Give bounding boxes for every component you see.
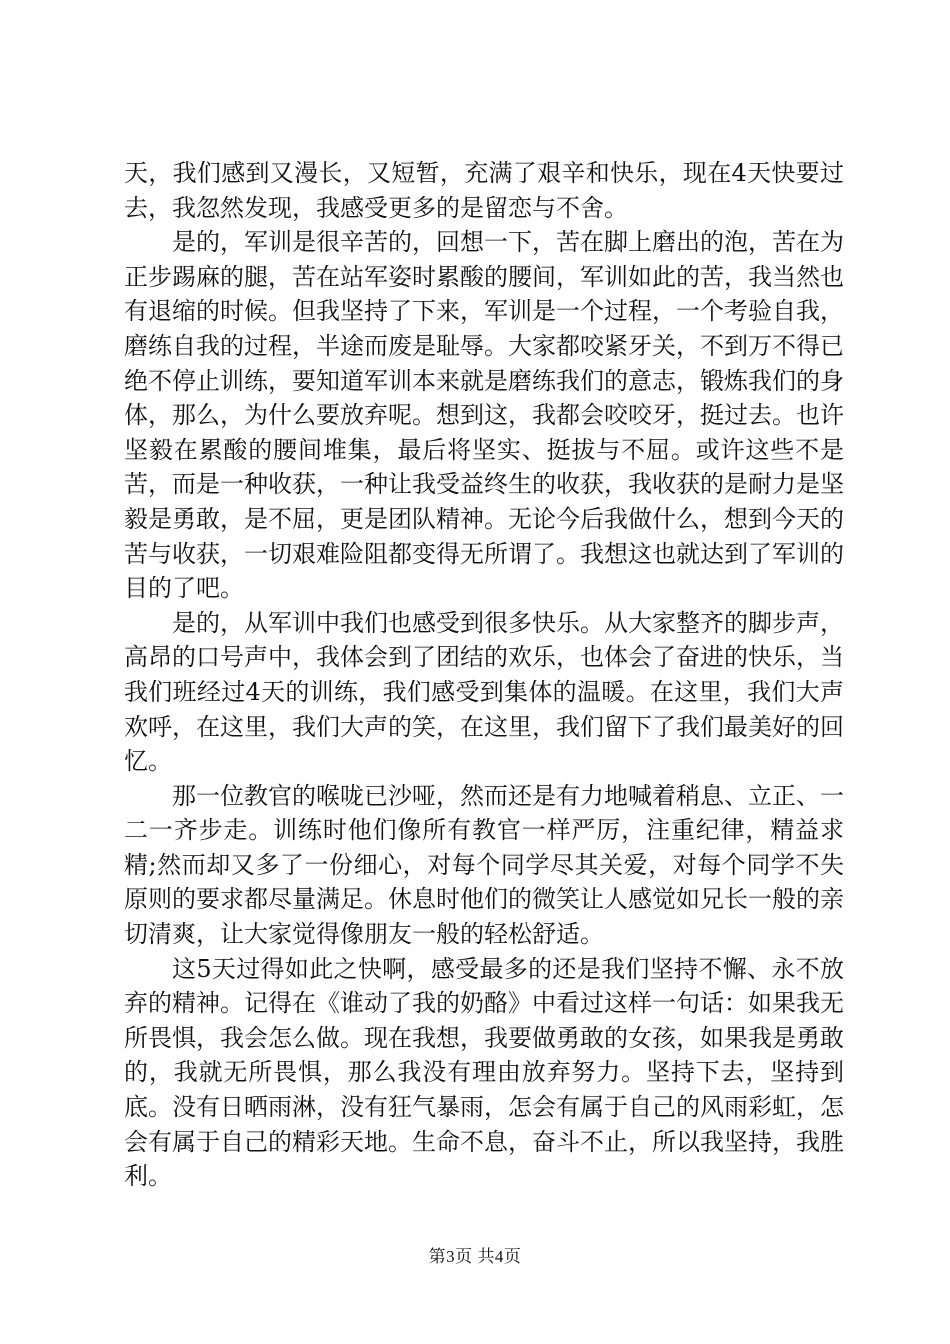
paragraph-continuation: 天，我们感到又漫长，又短暂，充满了艰辛和快乐，现在4天快要过去，我忽然发现，我感受更多的是留恋与不舍。 — [124, 159, 844, 222]
paragraph-hardship: 是的，军训是很辛苦的，回想一下，苦在脚上磨出的泡，苦在为正步踢麻的腿，苦在站军姿时累酸的腰间，军训如此的苦，我当然也有退缩的时候。但我坚持了下来，军训是一个过程，一个考验自我，磨练自我的过程，半途而废是耻辱。大家都咬紧牙关，不到万不得已绝不停止训练，要知道军训本来就是磨练我们的意志，锻炼我们的身体，那么，为什么要放弃呢。想到这，我都会咬咬牙，挺过去。也许坚毅在累酸的腰间堆集，最后将坚实、挺拔与不屈。或许这些不是苦，而是一种收获，一种让我受益终生的收获，我收获的是耐力是坚毅是勇敢，是不屈，更是团队精神。无论今后我做什么，想到今天的苦与收获，一切艰难险阻都变得无所谓了。我想这也就达到了军训的目的了吧。 — [124, 228, 844, 603]
paragraph-instructor: 那一位教官的喉咙已沙哑，然而还是有力地喊着稍息、立正、一二一齐步走。训练时他们像所有教官一样严厉，注重纪律，精益求精;然而却又多了一份细心，对每个同学尽其关爱，对每个同学不失原则的要求都尽量满足。休息时他们的微笑让人感觉如兄长一般的亲切清爽，让大家觉得像朋友一般的轻松舒适。 — [124, 781, 844, 949]
page-footer: 第3页 共4页 — [428, 1247, 522, 1266]
paragraph-happiness: 是的，从军训中我们也感受到很多快乐。从大家整齐的脚步声，高昂的口号声中，我体会到了团结的欢乐，也体会了奋进的快乐，当我们班经过4天的训练，我们感受到集体的温暖。在这里，我们大声欢呼，在这里，我们大声的笑，在这里，我们留下了我们最美好的回忆。 — [124, 608, 844, 776]
document-body — [124, 156, 844, 1194]
paragraph-persistence: 这5天过得如此之快啊，感受最多的还是我们坚持不懈、永不放弃的精神。记得在《谁动了我的奶酪》中看过这样一句话：如果我无所畏惧，我会怎么做。现在我想，我要做勇敢的女孩，如果我是勇敢的，我就无所畏惧，那么我没有理由放弃努力。坚持下去，坚持到底。没有日晒雨淋，没有狂气暴雨，怎会有属于自己的风雨彩虹，怎会有属于自己的精彩天地。生命不息，奋斗不止，所以我坚持，我胜利。 — [124, 954, 844, 1191]
